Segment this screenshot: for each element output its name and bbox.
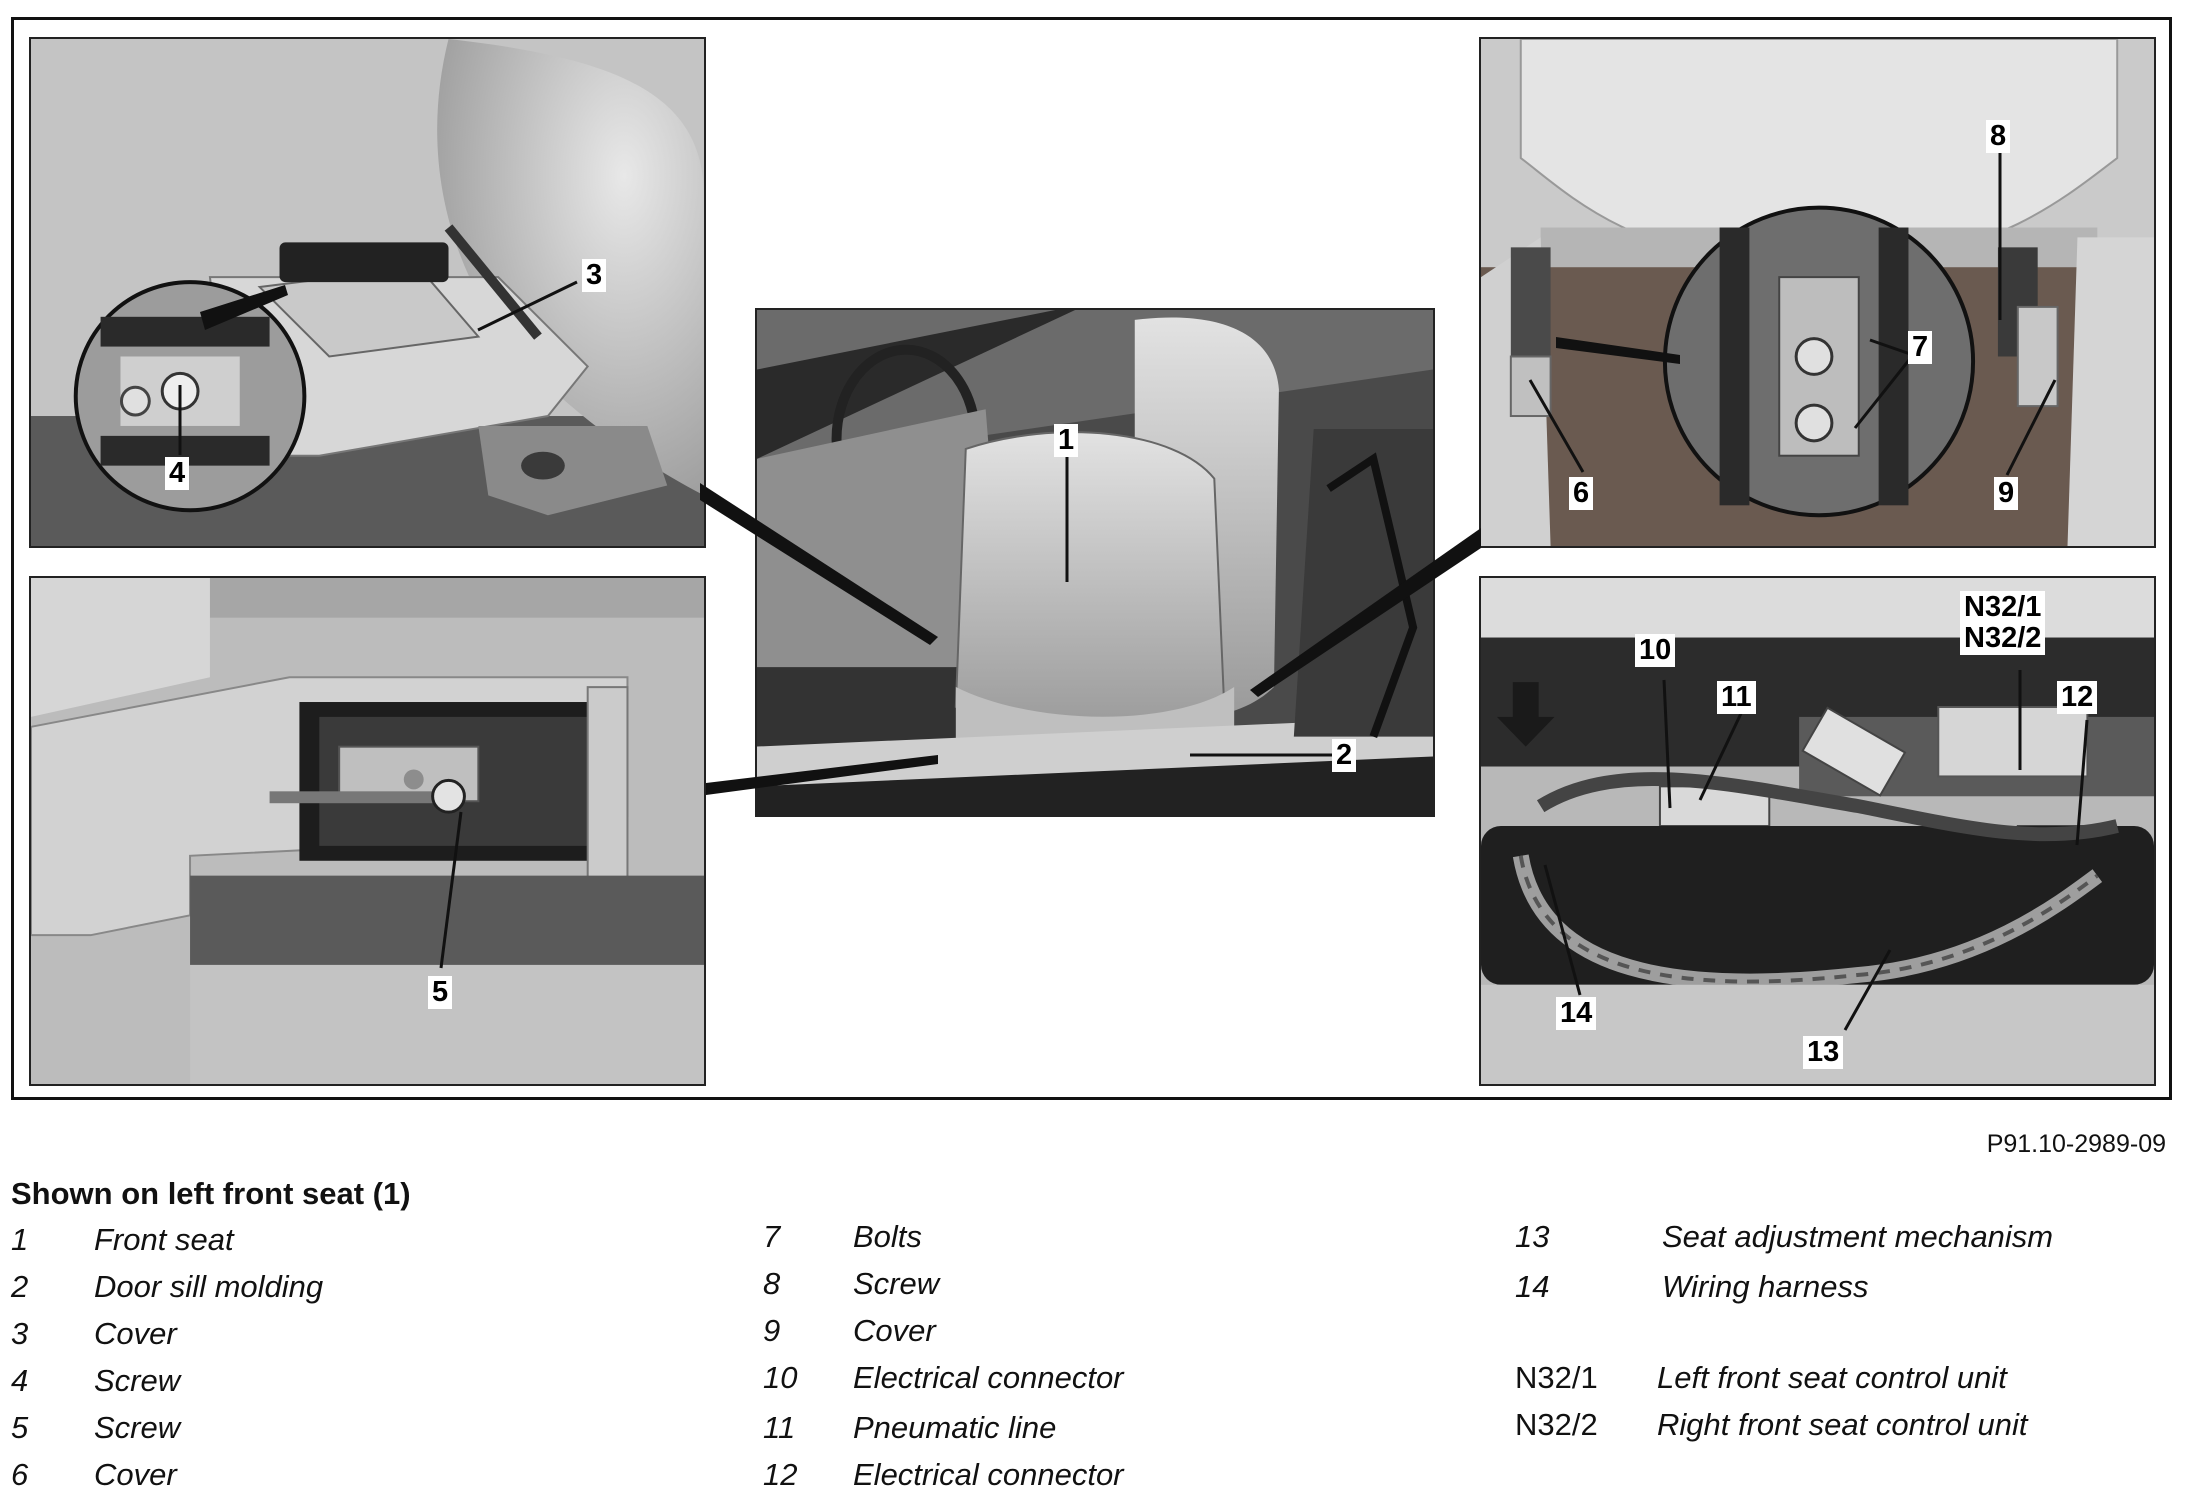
callout-6: 6 [1569,477,1593,510]
callout-1: 1 [1054,424,1078,457]
photo-panel-rear-bolts [1479,37,2156,548]
callout-n32: N32/1 N32/2 [1960,591,2045,655]
callout-13: 13 [1803,1036,1843,1069]
callout-5: 5 [428,976,452,1009]
callout-12: 12 [2057,681,2097,714]
callout-8: 8 [1986,120,2010,153]
figure-reference: P91.10-2989-09 [1986,1130,2166,1158]
callout-9: 9 [1994,477,2018,510]
photo-panel-rear-screw [29,576,706,1086]
callout-2: 2 [1332,739,1356,772]
callout-11: 11 [1717,681,1756,714]
callout-7: 7 [1908,331,1932,364]
photo-panel-cover-screw-front [29,37,706,548]
callout-4: 4 [165,457,189,490]
legend-title: Shown on left front seat (1) [11,1176,411,1211]
callout-3: 3 [582,259,606,292]
callout-10: 10 [1635,634,1675,667]
callout-14: 14 [1556,997,1596,1030]
